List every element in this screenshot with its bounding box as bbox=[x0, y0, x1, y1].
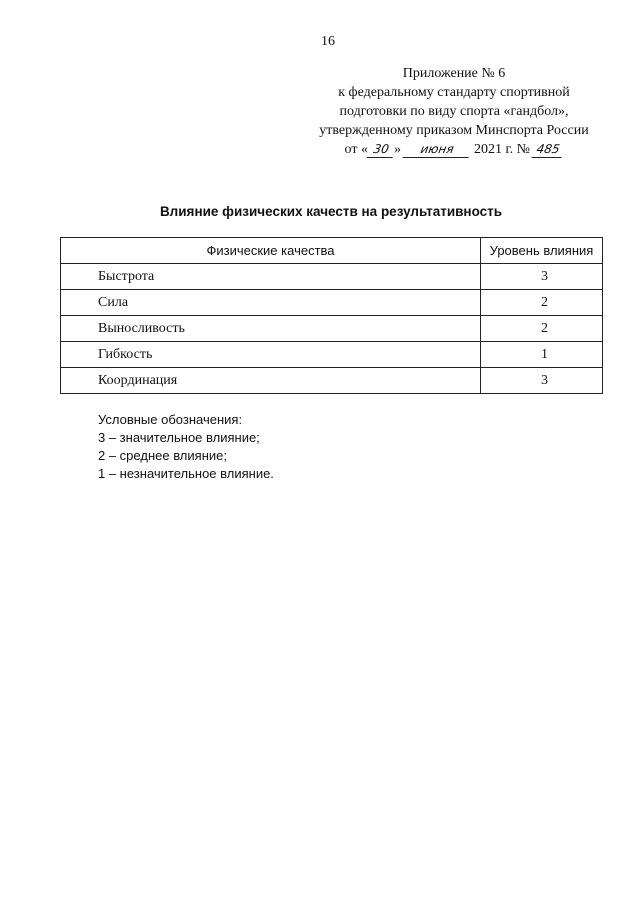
level-cell: 2 bbox=[481, 316, 603, 342]
document-title: Влияние физических качеств на результативность bbox=[159, 204, 503, 219]
appendix-header-line: подготовки по виду спорта «гандбол», bbox=[339, 104, 569, 119]
handwritten-day: 30 bbox=[367, 142, 396, 158]
handwritten-order-number: 485 bbox=[532, 142, 565, 158]
level-cell: 3 bbox=[481, 264, 603, 290]
quality-cell: Выносливость bbox=[61, 316, 481, 342]
table-row bbox=[61, 316, 603, 342]
level-cell: 3 bbox=[481, 368, 603, 394]
legend-item: 3 – значительное влияние; bbox=[98, 430, 260, 445]
level-cell: 1 bbox=[481, 342, 603, 368]
appendix-header-line: Приложение № 6 bbox=[402, 66, 506, 81]
legend bbox=[98, 411, 274, 483]
legend-heading: Условные обозначения: bbox=[98, 412, 243, 427]
column-header-quality: Физические качества bbox=[61, 238, 481, 264]
appendix-header-line: к федеральному стандарту спортивной bbox=[338, 85, 570, 100]
quality-cell: Сила bbox=[61, 290, 481, 316]
table-header-row bbox=[61, 238, 603, 264]
quality-cell: Гибкость bbox=[61, 342, 481, 368]
appendix-header bbox=[296, 64, 612, 159]
qualities-table bbox=[60, 237, 603, 394]
order-date-line bbox=[296, 140, 612, 159]
quality-cell: Быстрота bbox=[61, 264, 481, 290]
date-prefix: от « bbox=[344, 142, 368, 157]
page-number: 16 bbox=[321, 34, 335, 49]
legend-item: 2 – среднее влияние; bbox=[98, 448, 227, 463]
table-row bbox=[61, 290, 603, 316]
table-row bbox=[61, 342, 603, 368]
appendix-header-line: утвержденному приказом Минспорта России bbox=[319, 123, 589, 138]
column-header-level: Уровень влияния bbox=[481, 238, 603, 264]
handwritten-month: июня bbox=[403, 142, 472, 158]
date-mid: » bbox=[393, 142, 401, 157]
level-cell: 2 bbox=[481, 290, 603, 316]
legend-item: 1 – незначительное влияние. bbox=[98, 466, 274, 481]
table-row bbox=[61, 368, 603, 394]
table-row bbox=[61, 264, 603, 290]
date-year: 2021 г. № bbox=[473, 142, 530, 157]
quality-cell: Координация bbox=[61, 368, 481, 394]
